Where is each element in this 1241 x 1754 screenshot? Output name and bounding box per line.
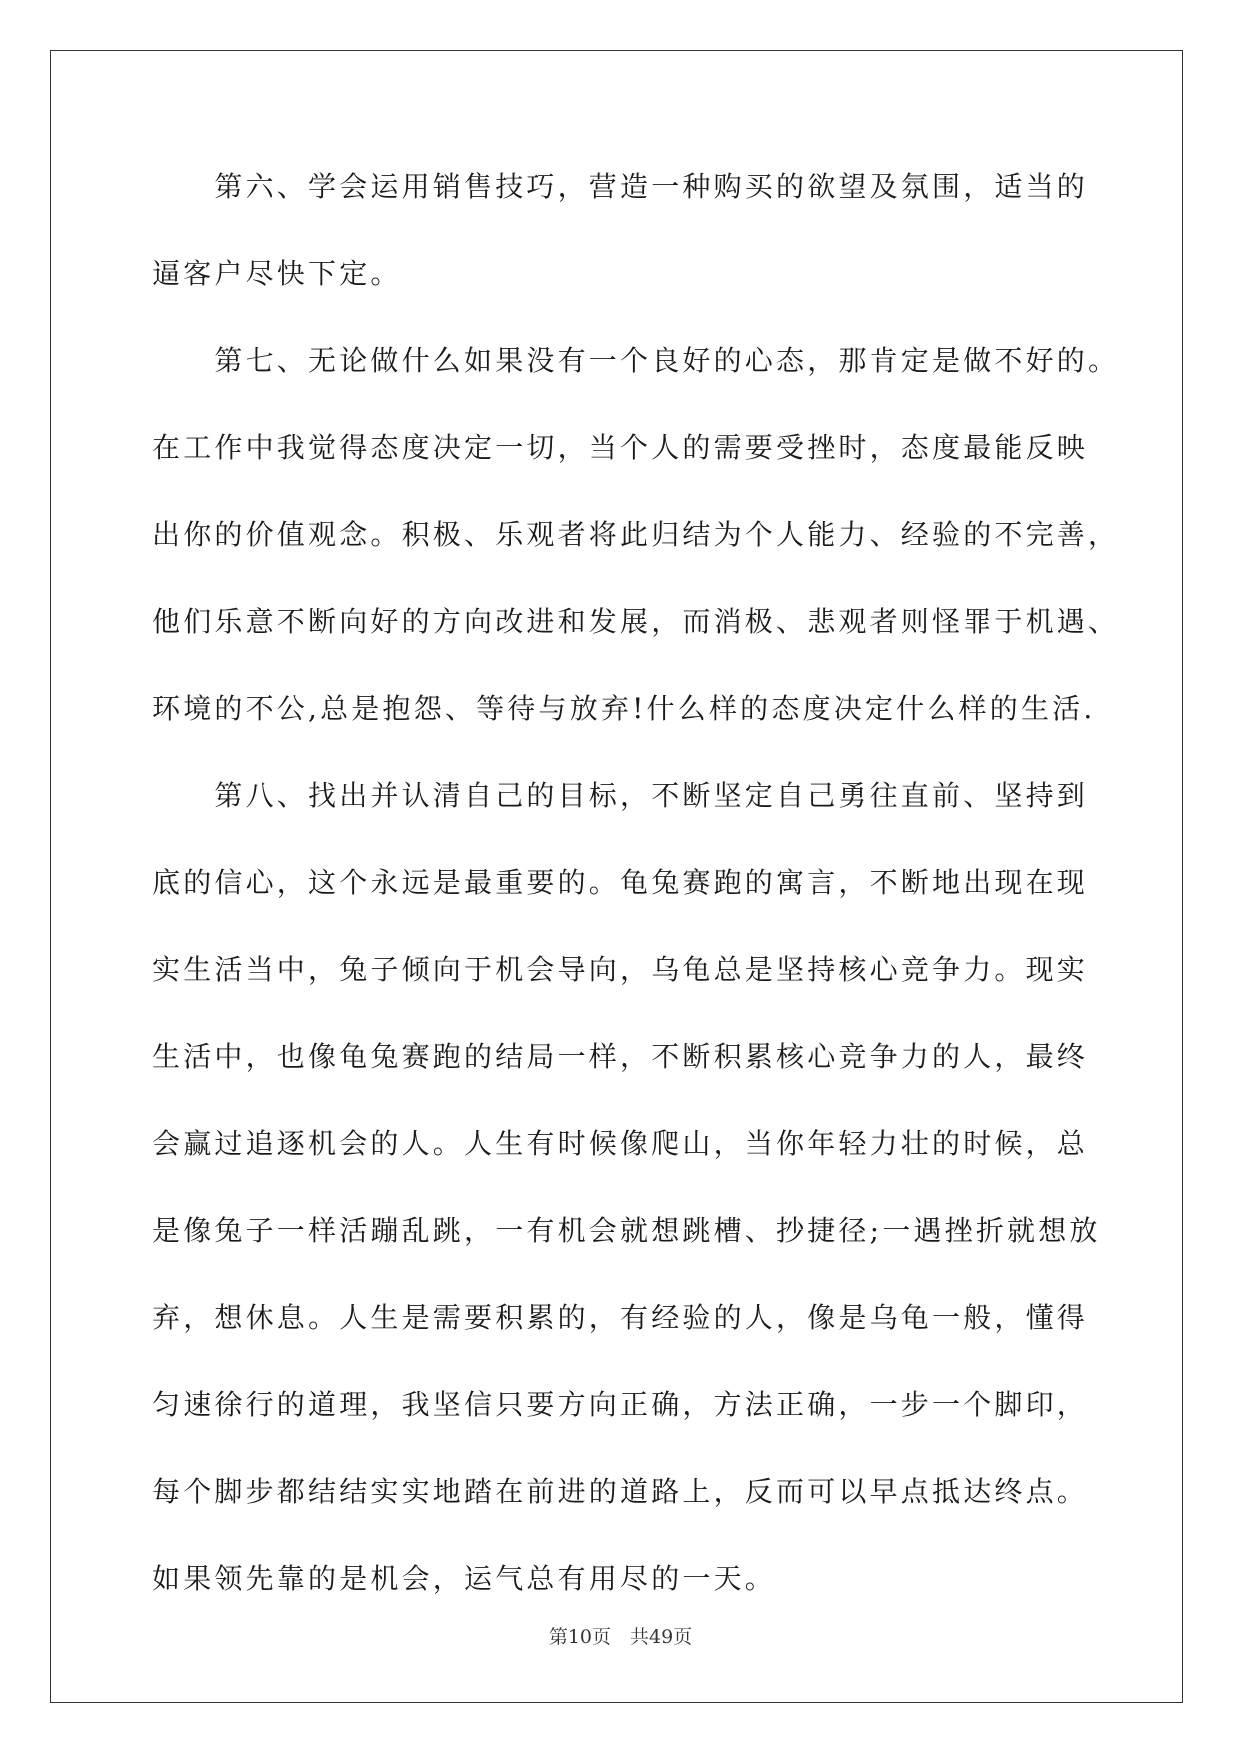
text-line: 匀速徐行的道理，我坚信只要方向正确，方法正确，一步一个脚印，: [152, 1388, 1089, 1421]
text-line: 在工作中我觉得态度决定一切，当个人的需要受挫时，态度最能反映: [152, 431, 1089, 464]
text-line: 第七、无论做什么如果没有一个良好的心态，那肯定是做不好的。: [152, 344, 1120, 377]
text-line: 每个脚步都结结实实地踏在前进的道路上，反而可以早点抵达终点。: [152, 1475, 1089, 1508]
text-line: 第八、找出并认清自己的目标，不断坚定自己勇往直前、坚持到: [152, 779, 1089, 812]
text-line: 逼客户尽快下定。: [152, 257, 402, 290]
document-body: [152, 158, 1120, 1637]
text-line: 生活中，也像龟兔赛跑的结局一样，不断积累核心竞争力的人，最终: [152, 1040, 1089, 1073]
text-line: 如果领先靠的是机会，运气总有用尽的一天。: [152, 1562, 777, 1595]
text-line: 出你的价值观念。积极、乐观者将此归结为个人能力、经验的不完善，: [152, 518, 1120, 551]
text-line: 第六、学会运用销售技巧，营造一种购买的欲望及氛围，适当的: [152, 170, 1089, 203]
text-line: 底的信心，这个永远是最重要的。龟兔赛跑的寓言，不断地出现在现: [152, 866, 1089, 899]
text-line: 会赢过追逐机会的人。人生有时候像爬山，当你年轻力壮的时候，总: [152, 1127, 1089, 1160]
text-line: 实生活当中，兔子倾向于机会导向，乌龟总是坚持核心竞争力。现实: [152, 953, 1089, 986]
text-line: 环境的不公,总是抱怨、等待与放弃!什么样的态度决定什么样的生活.: [152, 692, 1096, 725]
page-number-footer: 第10页 共49页: [548, 1626, 693, 1648]
text-line: 是像兔子一样活蹦乱跳，一有机会就想跳槽、抄捷径;一遇挫折就想放: [152, 1214, 1101, 1247]
text-line: 他们乐意不断向好的方向改进和发展，而消极、悲观者则怪罪于机遇、: [152, 605, 1120, 638]
text-line: 弃，想休息。人生是需要积累的，有经验的人，像是乌龟一般，懂得: [152, 1301, 1089, 1334]
